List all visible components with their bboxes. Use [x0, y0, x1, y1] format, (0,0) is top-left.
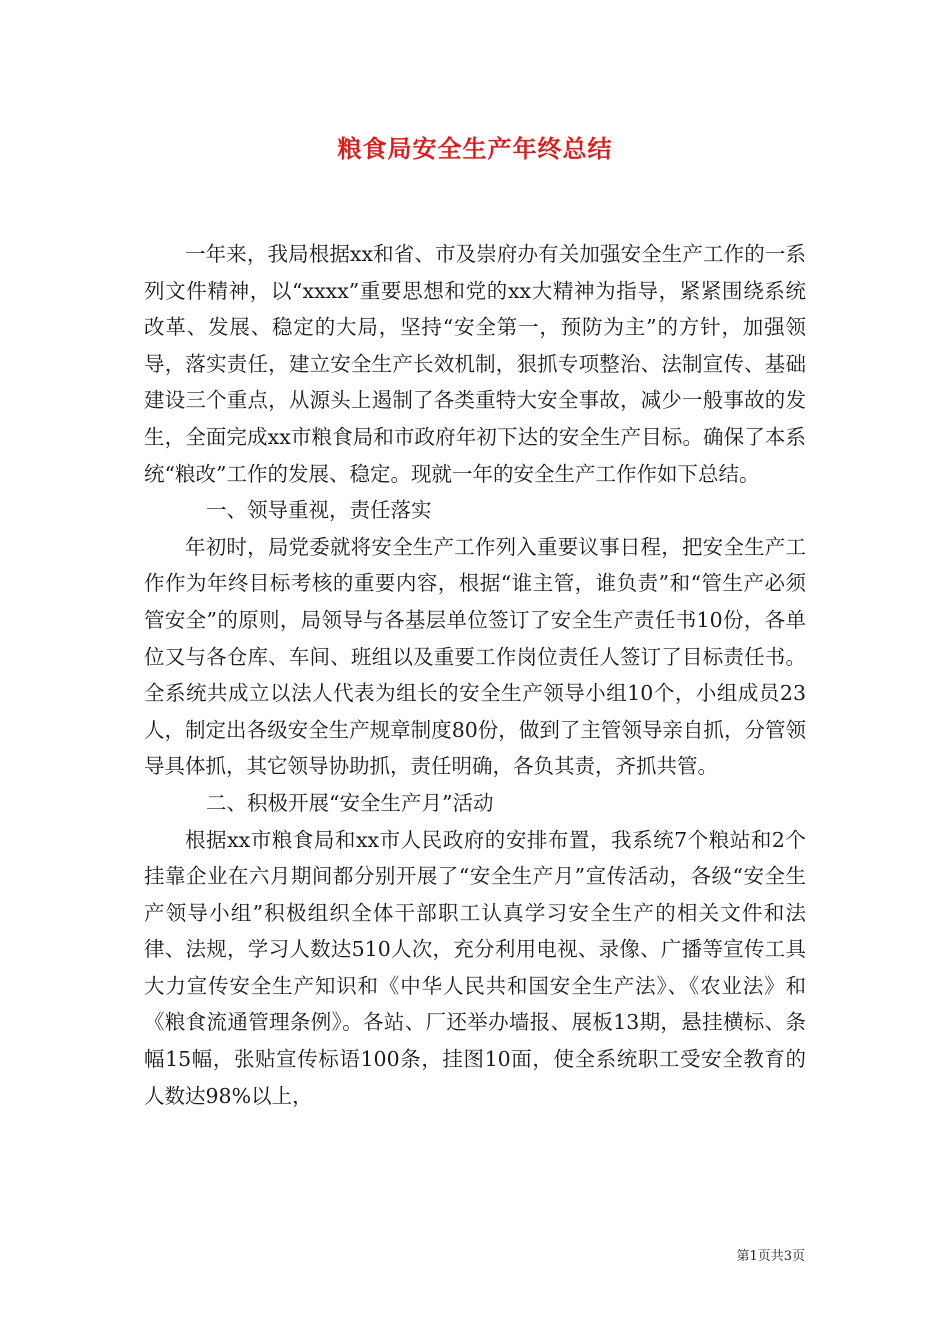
document-title: 粮食局安全生产年终总结: [337, 134, 613, 163]
section-heading-1: 一、领导重视，责任落实: [206, 498, 432, 523]
paragraph-section-1: 年初时，局党委就将安全生产工作列入重要议事日程，把安全生产工作作为年终目标考核的重要内容，根据“谁主管，谁负责”和“管生产必须管安全”的原则，局领导与各基层单位签订了安全生产责任书10份，各单位又与各仓库、车间、班组以及重要工作岗位责任人签订了目标责任书。全系统共成立以法人代表为组长的安全生产领导小组10个，小组成员23人，制定出各级安全生产规章制度80份，做到了主管领导亲自抓，分管领导具体抓，其它领导协助抓，责任明确，各负其责，齐抓共管。: [144, 534, 806, 779]
paragraph-section-2: 根据xx市粮食局和xx市人民政府的安排布置，我系统7个粮站和2个挂靠企业在六月期间都分别开展了“安全生产月”宣传活动，各级“安全生产领导小组”积极组织全体干部职工认真学习安全生产的相关文件和法律、法规，学习人数达510人次，充分利用电视、录像、广播等宣传工具大力宣传安全生产知识和《中华人民共和国安全生产法》、《农业法》和《粮食流通管理条例》。各站、厂还举办墙报、展板13期，悬挂横标、条幅15幅，张贴宣传标语100条，挂图10面，使全系统职工受安全教育的人数达98%以上，: [144, 827, 806, 1108]
page-number: 第1页共3页: [736, 1249, 805, 1264]
document-body: [144, 236, 806, 1114]
section-heading-2: 二、积极开展“安全生产月”活动: [206, 790, 494, 815]
paragraph-intro: 一年来，我局根据xx和省、市及崇府办有关加强安全生产工作的一系列文件精神，以“xxxx”重要思想和党的xx大精神为指导，紧紧围绕系统改革、发展、稳定的大局，坚持“安全第一，预防为主”的方针，加强领导，落实责任，建立安全生产长效机制，狠抓专项整治、法制宣传、基础建设三个重点，从源头上遏制了各类重特大安全事故，减少一般事故的发生，全面完成xx市粮食局和市政府年初下达的安全生产目标。确保了本系统“粮改”工作的发展、稳定。现就一年的安全生产工作作如下总结。: [144, 242, 806, 486]
